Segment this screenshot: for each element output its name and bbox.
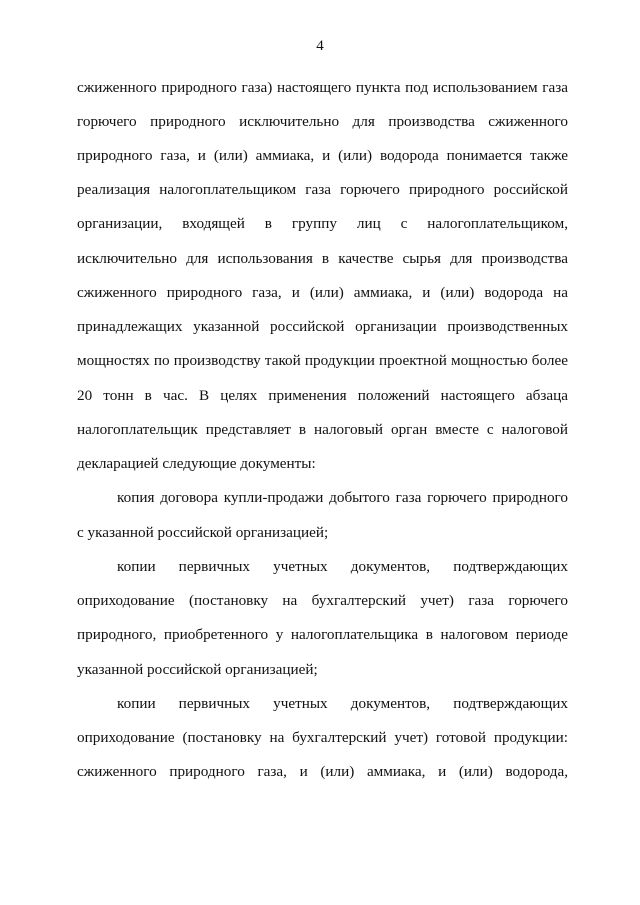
- text-line: декларацией следующие документы:: [77, 455, 316, 472]
- text-line: исключительно для использования в качестве сырья для производства: [77, 250, 568, 267]
- text-line: копия договора купли-продажи добытого газа горючего природного: [117, 489, 568, 506]
- text-line: сжиженного природного газа) настоящего пункта под использованием газа: [77, 79, 568, 96]
- text-line: организации, входящей в группу лиц с налогоплательщиком,: [77, 215, 568, 232]
- text-line: с указанной российской организацией;: [77, 524, 329, 541]
- page-number: 4: [316, 38, 324, 54]
- text-line: горючего природного исключительно для производства сжиженного: [77, 113, 568, 130]
- text-line: сжиженного природного газа, и (или) аммиака, и (или) водорода,: [77, 763, 568, 780]
- text-line: копии первичных учетных документов, подтверждающих: [117, 558, 568, 575]
- text-line: оприходование (постановку на бухгалтерский учет) газа горючего: [77, 592, 568, 609]
- text-line: сжиженного природного газа, и (или) аммиака, и (или) водорода на: [77, 284, 568, 301]
- text-line: налогоплательщик представляет в налоговый орган вместе с налоговой: [77, 421, 568, 438]
- text-line: мощностях по производству такой продукции проектной мощностью более: [77, 352, 568, 369]
- text-line: копии первичных учетных документов, подтверждающих: [117, 695, 568, 712]
- text-line: оприходование (постановку на бухгалтерский учет) готовой продукции:: [77, 729, 568, 746]
- text-line: природного, приобретенного у налогоплательщика в налоговом периоде: [77, 626, 568, 643]
- text-line: указанной российской организацией;: [77, 661, 318, 678]
- text-line: принадлежащих указанной российской организации производственных: [77, 318, 568, 335]
- text-line: 20 тонн в час. В целях применения положений настоящего абзаца: [77, 387, 568, 404]
- text-line: природного газа, и (или) аммиака, и (или) водорода понимается также: [77, 147, 568, 164]
- text-line: реализация налогоплательщиком газа горючего природного российской: [77, 181, 568, 198]
